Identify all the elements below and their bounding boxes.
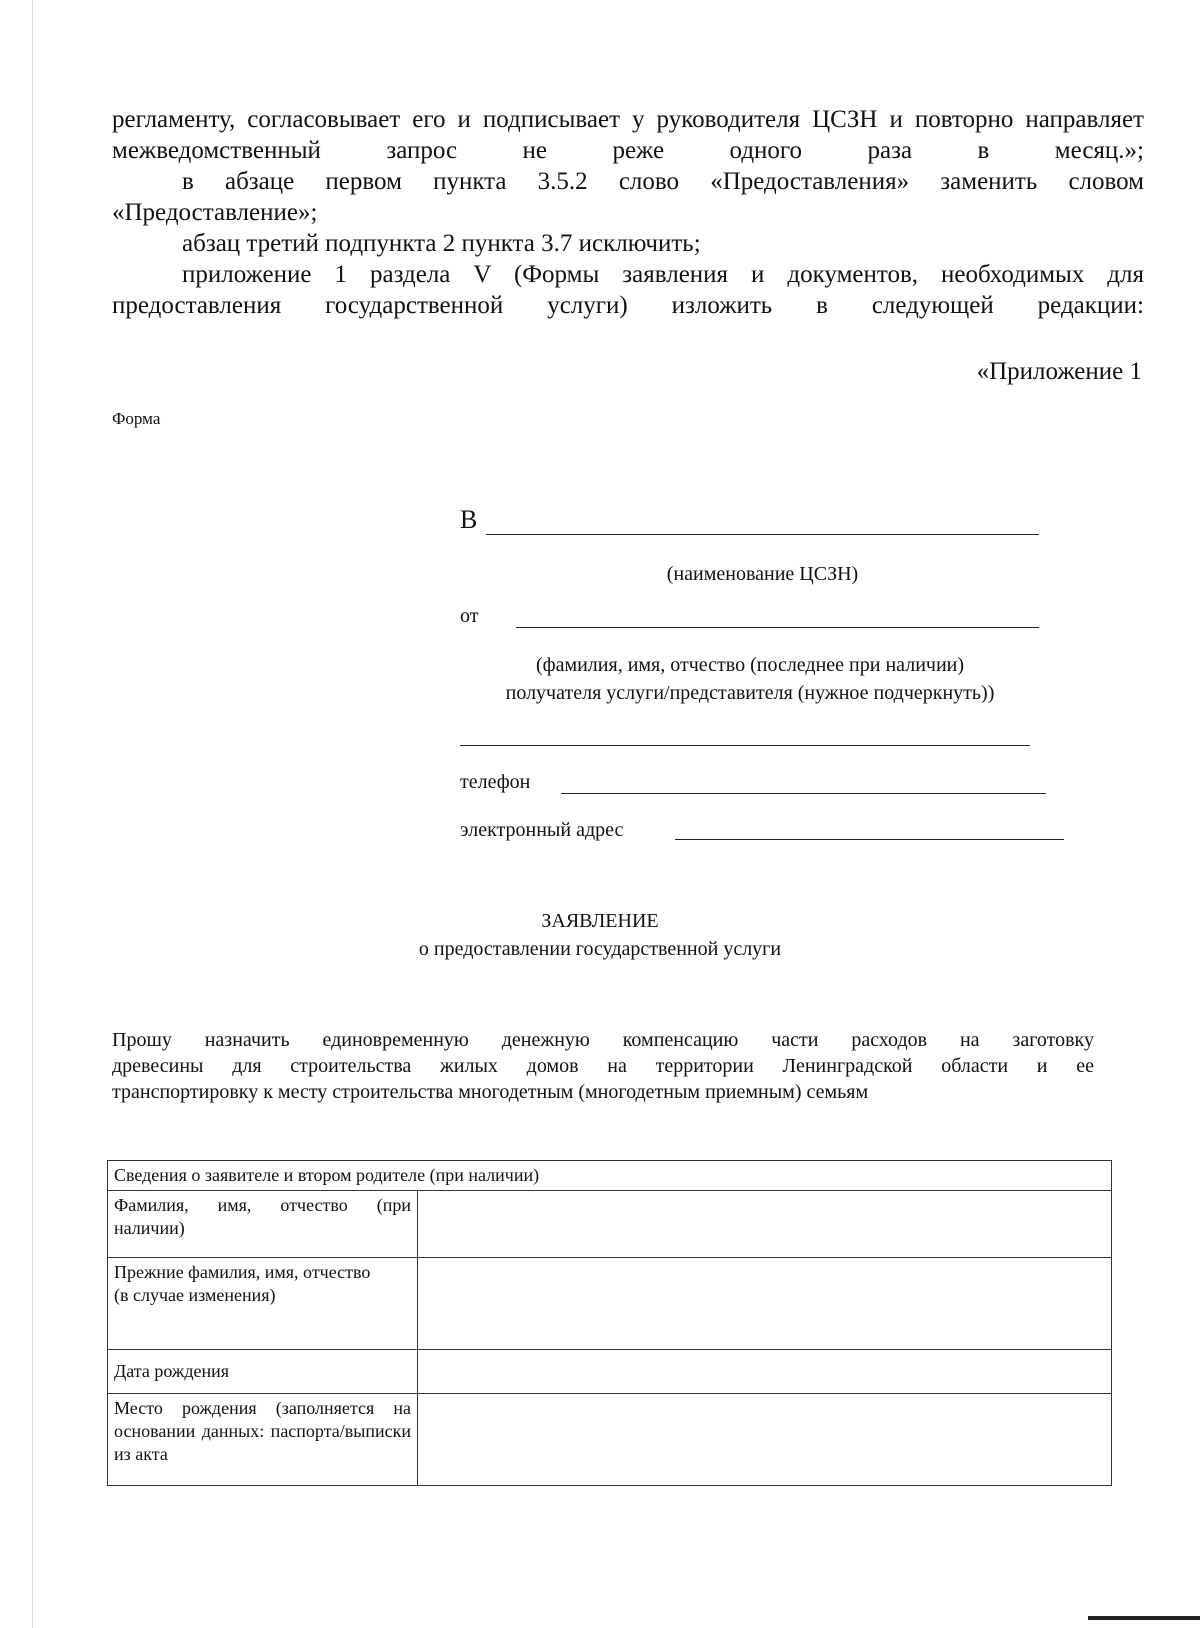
applicant-table [107,1160,1112,1486]
phone-field-line[interactable] [561,793,1046,794]
request-line-1: Прошу назначить единовременную денежную компенсацию части расходов на заготовку [112,1029,1094,1051]
row-label-previous-name [108,1258,418,1350]
previous-name-label: Прежние фамилия, имя, отчество (в случае изменения) [114,1262,371,1305]
table-row [108,1394,1112,1486]
intro-paragraph-2: в абзаце первом пункта 3.5.2 слово «Предоставления» заменить словом «Предоставление»; [112,168,1144,226]
to-caption: (наименование ЦСЗН) [666,563,859,585]
table-header: Сведения о заявителе и втором родителе (при наличии) [108,1161,1112,1191]
table-header-row [108,1161,1112,1191]
to-prefix: В [460,505,478,534]
row-value-birth-date[interactable] [418,1350,1112,1394]
from-caption-line-2: получателя услуги/представителя (нужное подчеркнуть)) [505,682,995,704]
row-label-birth-place: Место рождения (заполняется на основании данных: паспорта/выписки из акта [108,1394,418,1486]
intro-paragraph-3: абзац третий подпункта 2 пункта 3.7 исключить; [182,230,701,257]
request-paragraph [112,1027,1094,1105]
row-label-birth-date: Дата рождения [108,1350,418,1394]
row-value-full-name[interactable] [418,1191,1112,1258]
table-row [108,1258,1112,1350]
to-field-line[interactable] [486,534,1039,535]
from-field-line-2[interactable] [460,745,1030,746]
from-caption-line-1: (фамилия, имя, отчество (последнее при наличии) [535,654,965,676]
table-row [108,1350,1112,1394]
intro-paragraph-1: регламенту, согласовывает его и подписывает у руководителя ЦСЗН и повторно направляет межведомственный запрос не реже одного раза в месяц.»; [112,106,1144,164]
form-label: Форма [112,409,161,428]
scan-edge-left [32,0,33,1628]
row-value-birth-place[interactable] [418,1394,1112,1486]
request-line-3: транспортировку к месту строительства многодетным (многодетным приемным) семьям [112,1081,869,1103]
intro-text [112,104,1144,321]
statement-subtitle: о предоставлении государственной услуги [418,938,782,960]
scan-edge-bottom [1088,1616,1200,1620]
row-value-previous-name[interactable] [418,1258,1112,1350]
from-field-line[interactable] [516,627,1039,628]
email-field-line[interactable] [675,839,1064,840]
row-label-full-name: Фамилия, имя, отчество (при наличии) [108,1191,418,1258]
phone-label: телефон [460,771,531,793]
from-prefix: от [460,605,479,627]
email-label: электронный адрес [460,819,624,841]
intro-paragraph-4: приложение 1 раздела V (Формы заявления и документов, необходимых для предоставления государственной услуги) изложить в следующей редакции: [112,261,1144,319]
request-line-2: древесины для строительства жилых домов на территории Ленинградской области и ее [112,1055,1094,1077]
table-row [108,1191,1112,1258]
appendix-label: «Приложение 1 [976,358,1142,385]
statement-title: ЗАЯВЛЕНИЕ [541,910,659,932]
